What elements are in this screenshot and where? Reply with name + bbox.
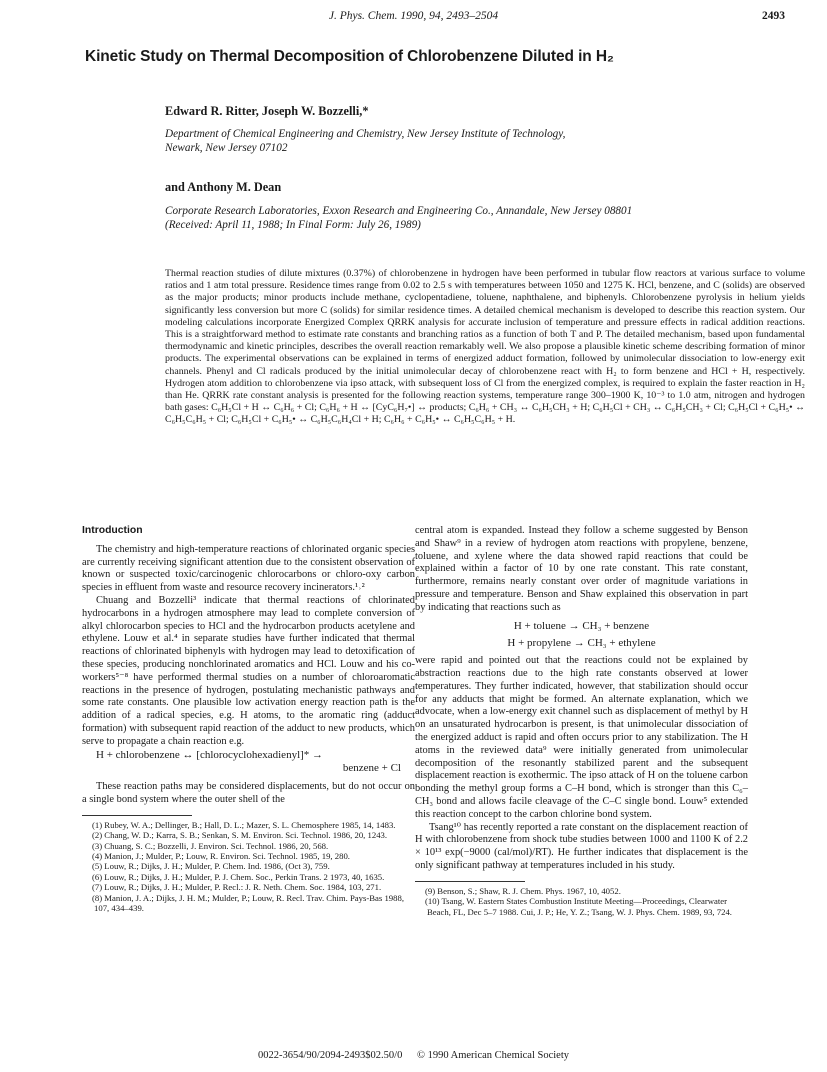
intro-paragraph: Chuang and Bozzelli³ indicate that thermal reactions of chlorinated hydrocarbons in a hydrogen atmosphere may lead to complete conversion of alkyl chlorocarbon species to HCl and the hydrocarbon products acetylene and ethylene. Louw et al.⁴ in separate studies have further indicated that thermal reactions of chlorinated biphenyls with hydrogen may lead to detoxification of these species, producing nonchlorinated aromatics and HCl. Louw and his co-workers⁵⁻⁸ have performed thermal studies on a number of chloroaromatic reactions in the presence of hydrogen, postulating mechanistic pathways and some rate constants. One plausible low activation energy reaction path is the addition of a radical species, e.g. H atoms, to the aromatic ring (adduct formation) with subsequent rapid reaction of the adduct to new products, which serve to propagate a chain reaction e.g. — [82, 594, 415, 747]
reference-item: (2) Chang, W. D.; Karra, S. B.; Senkan, S. M. Environ. Sci. Technol. 1986, 20, 1243. — [92, 830, 388, 841]
copyright: © 1990 American Chemical Society — [416, 1050, 570, 1061]
page-footer — [0, 1050, 827, 1061]
journal-header: J. Phys. Chem. 1990, 94, 2493–2504 — [328, 10, 499, 22]
reference-item: (4) Manion, J.; Mulder, P.; Louw, R. Environ. Sci. Technol. 1985, 19, 280. — [92, 850, 350, 861]
authors-secondary: and Anthony M. Dean — [165, 180, 282, 194]
reference-item: (5) Louw, R.; Dijks, J. H.; Mulder, P. Chem. Ind. 1986, (Oct 3), 759. — [92, 861, 330, 872]
section-heading-introduction: Introduction — [82, 525, 143, 536]
reference-item: (7) Louw, R.; Dijks, J. H.; Mulder, P. Recl.: J. R. Neth. Chem. Soc. 1984, 103, 271. — [92, 882, 382, 893]
reaction-equation: H + propylene → CH₃ + ethylene — [507, 637, 656, 650]
abstract: Thermal reaction studies of dilute mixtures (0.37%) of chlorobenzene in hydrogen have been performed in tubular flow reactors at various surface to volume ratios and 1 atm total pressure. Residence times range from 0.02 to 2.5 s with temperatures between 1050 and 1275 K. HCl, benzene, and C (solids) are observed as the major products; minor products include methane, cyclopentadiene, toluene, naphthalene, and biphenyls. Chlorobenzene pyrolysis in helium yields significantly less conversion but more C (solids) for similar residence times. A detailed chemical mechanism is developed to describe this reaction system. Our modeling calculations incorporate Energized Complex QRRK analysis for accurate inclusion of temperature and pressure effects in radical addition reactions. This is a straightforward method to estimate rate constants and branching ratios as a function of both T and P. The detailed mechanism, based upon fundamental thermodynamic and kinetic principles, describes the overall reaction remarkably well. We also propose a plausible kinetic scheme describing formation of minor products. The experimental observations can be explained in terms of energized adduct formation, followed by unimolecular dissociation to low-energy exit channels. Phenyl and Cl radicals produced by the initial unimolecular decay of chlorobenzene react with H₂ to form benzene and HCl + H, respectively. Hydrogen atom addition to chlorobenzene via ipso attack, with subsequent loss of Cl from the energized complex, is required to explain the faster reaction in H₂ than He. QRRK rate constant analysis is presented for the following reaction systems, temperature range 300–1900 K, 10⁻³ to 1.0 atm, nitrogen and hydrogen bath gases: C₆H₅Cl + H ↔ C₆H₆ + Cl; C₆H₆ + H ↔ [CyC₆H₇•] ↔ products; C₆H₆ + CH₃ ↔ C₆H₅CH₃ + H; C₆H₅Cl + CH₃ ↔ C₆H₅CH₃ + Cl; C₆H₅Cl + C₆H₅• ↔ C₆H₅C₆H₅ + Cl; C₆H₅Cl + C₆H₅• ↔ C₆H₅C₆H₄Cl + H; C₆H₆ + C₆H₅• ↔ C₆H₅C₆H₅ + H. — [165, 268, 805, 426]
reference-item: (6) Louw, R.; Dijks, J. H.; Mulder, P. J. Chem. Soc., Perkin Trans. 2 1973, 40, 1635. — [92, 871, 385, 882]
right-column — [415, 525, 748, 917]
reference-item: (8) Manion, J. A.; Dijks, J. H. M.; Mulder, P.; Louw, R. Recl. Trav. Chim. Pays-Bas 1988, 107, 434–439. — [92, 892, 405, 913]
reference-list — [82, 820, 415, 914]
reaction-equation: H + toluene → CH₃ + benzene — [513, 619, 650, 632]
body-paragraph: central atom is expanded. Instead they follow a scheme suggested by Benson and Shaw⁹ in a review of hydrogen atom reactions with propylene, benzene, toluene, and xylene where the data showed rapid reactions that could be explained within a factor of 10 by one rate constant. This rate constant, furthermore, remains nearly constant over order of magnitude variations in pressure and temperature. Benson and Shaw explained this observation in part by indicating that reactions such as — [415, 525, 748, 613]
authors-primary: Edward R. Ritter, Joseph W. Bozzelli,* — [165, 104, 369, 118]
affiliation-njit — [165, 128, 805, 155]
affiliation-line: Department of Chemical Engineering and Chemistry, New Jersey Institute of Technology, — [165, 128, 566, 140]
body-paragraph: Tsang¹⁰ has recently reported a rate constant on the displacement reaction of H with chlorobenzene from shock tube studies between 1000 and 1100 K of 2.2 × 10¹³ exp(−9000 (cal/mol)/RT). He further indicates that displacement is the only significant pathway at temperatures included in his study. — [415, 821, 748, 871]
footnote-divider — [415, 881, 525, 882]
affiliation-line: Corporate Research Laboratories, Exxon Research and Engineering Co., Annandale, New Jersey 08801 — [165, 205, 633, 217]
footnote-divider — [82, 815, 192, 816]
paper-title: Kinetic Study on Thermal Decomposition of Chlorobenzene Diluted in H₂ — [85, 48, 614, 65]
affiliation-exxon — [165, 205, 805, 232]
intro-paragraph: The chemistry and high-temperature reactions of chlorinated organic species are currently receiving significant attention due to the consistent observation of known or suspected toxic/carcinogenic chlorocarbons or chloro-oxy carbon species in effluent from waste and resource recovery incinerators.¹˒² — [82, 543, 415, 594]
reference-list — [415, 886, 748, 917]
reaction-equation: H + chlorobenzene ↔ [chlorocyclohexadienyl]* → — [96, 748, 324, 761]
intro-paragraph: These reaction paths may be considered displacements, but do not occur on a single bond system where the outer shell of the — [82, 781, 415, 805]
affiliation-line: Newark, New Jersey 07102 — [165, 141, 288, 154]
reaction-equation-products: benzene + Cl — [342, 762, 401, 775]
received-dates: (Received: April 11, 1988; In Final Form: July 26, 1989) — [165, 218, 421, 231]
reference-item: (9) Benson, S.; Shaw, R. J. Chem. Phys. 1967, 10, 4052. — [425, 885, 621, 896]
body-paragraph: were rapid and pointed out that the reactions could not be explained by abstraction reactions due to the high rate constants observed at lower temperatures. They further indicated, however, that stabilization should occur for any adducts that might be formed. An alternate explanation, which we advocate, when a low-energy exit channel such as displacement of methyl by H on an unsaturated hydrocarbon is present, is that unimolecular dissociation of the energized adduct is rapid and often occurs prior to any stabilization. The H atoms in the reviewed data⁹ were initially generated from unimolecular decomposition of the resonantly stabilized parent and the subsequent displacement reaction is exothermic. The ipso attack of H on the toluene carbon bonding the methyl group forms a C–H bond, which is stronger than this C₆–CH₃ bond and allows facile cleavage of the C–C single bond. Louw⁵ extended this reaction concept to the carbon chlorine bond system. — [415, 655, 748, 820]
left-column — [82, 525, 415, 913]
doi-code: 0022-3654/90/2094-2493$02.50/0 — [257, 1050, 403, 1061]
reference-item: (3) Chuang, S. C.; Bozzelli, J. Environ. Sci. Technol. 1986, 20, 568. — [92, 840, 329, 851]
reference-item: (10) Tsang, W. Eastern States Combustion Institute Meeting—Proceedings, Clearwater Beach, FL, Dec 5–7 1988. Cui, J. P.; He, Y. Z.; Tsang, W. J. Phys. Chem. 1989, 93, 724. — [425, 896, 732, 917]
reference-item: (1) Rubey, W. A.; Dellinger, B.; Hall, D. L.; Mazer, S. L. Chemosphere 1985, 14, 1483. — [92, 819, 396, 830]
page-number: 2493 — [762, 10, 785, 22]
